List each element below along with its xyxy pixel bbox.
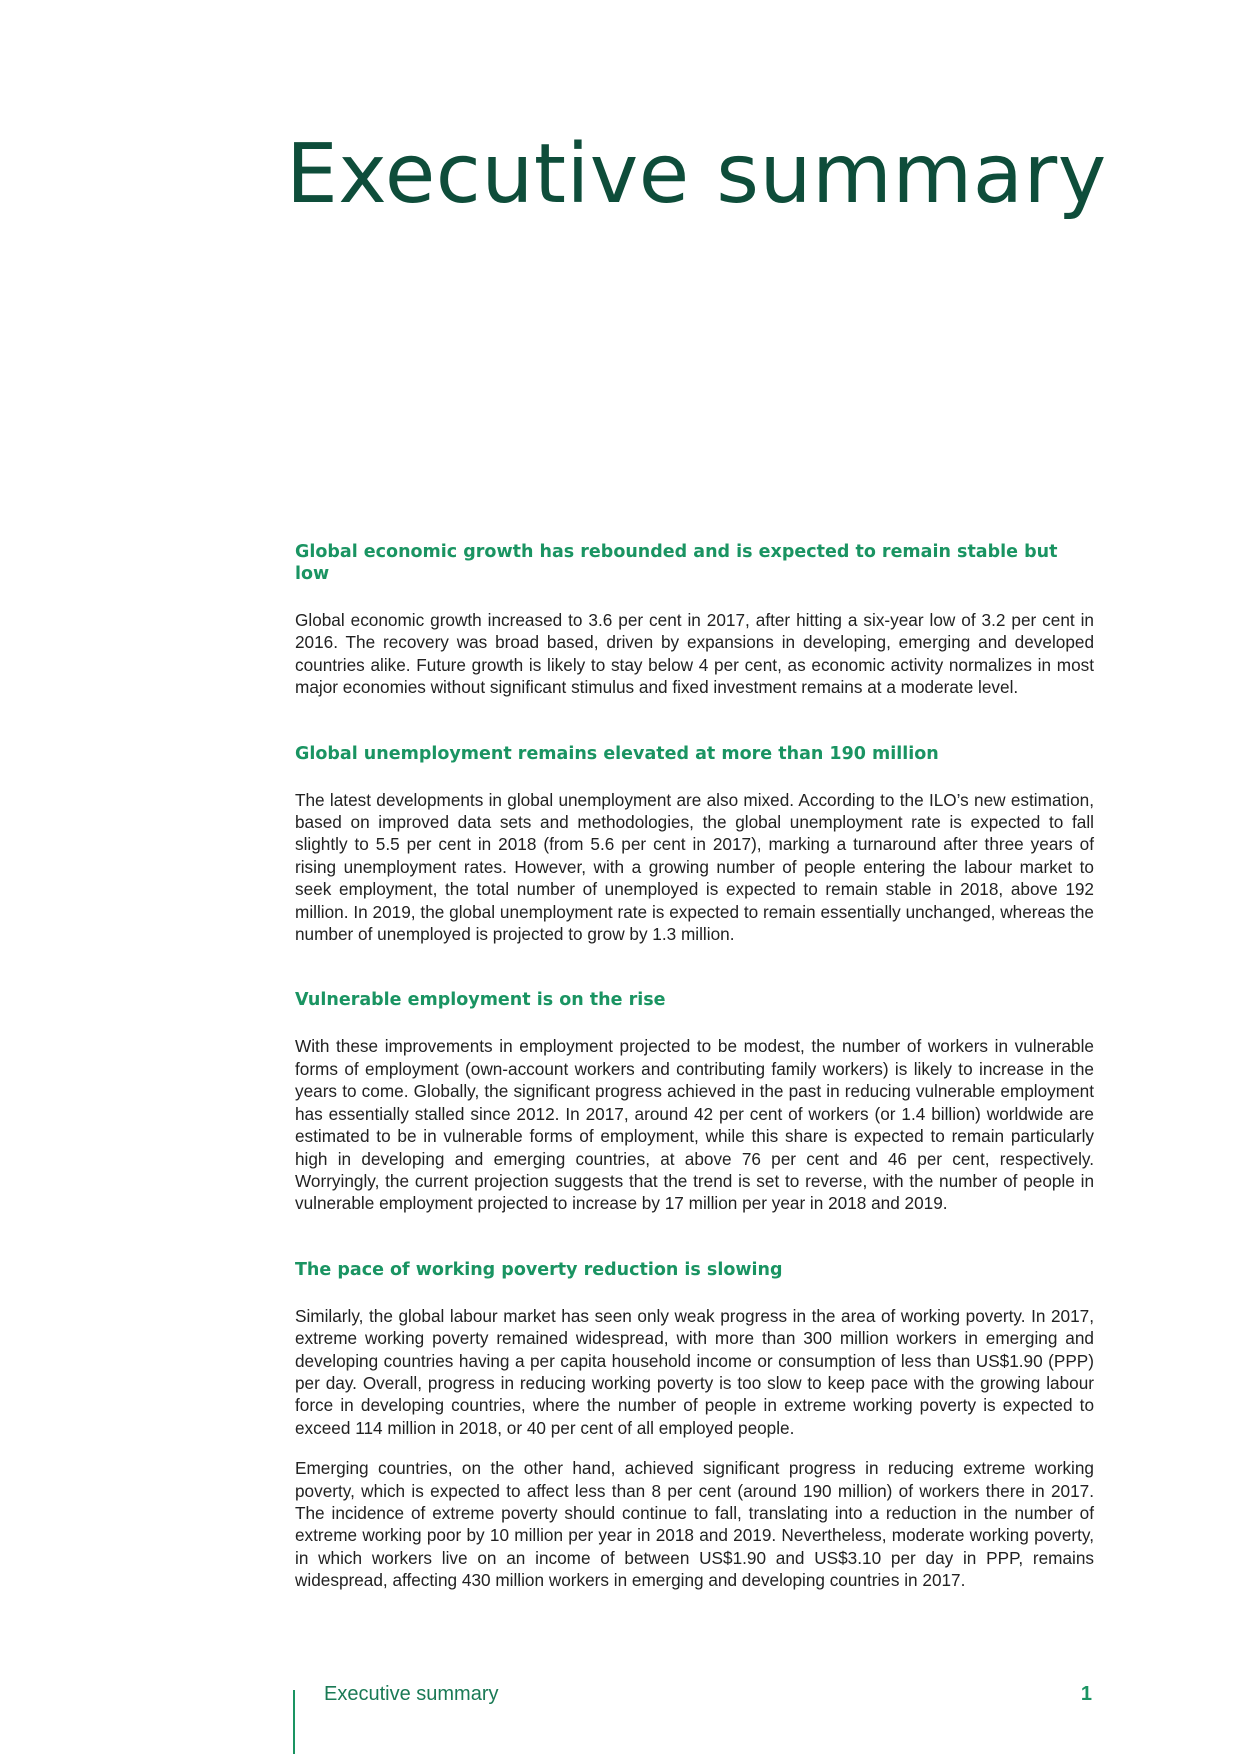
section-paragraph: With these improvements in employment projected to be modest, the number of workers in vulnerable forms of employment (own-account workers and contributing family workers) is likely to increase in the years to come. Globally, the significant progress achieved in the past in reducing vulnerable employment has essentially stalled since 2012. In 2017, around 42 per cent of workers (or 1.4 billion) worldwide are estimated to be in vulnerable forms of employment, while this share is expected to remain particularly high in developing and emerging countries, at above 76 per cent and 46 per cent, respectively. Worryingly, the current projection suggests that the trend is set to reverse, with the number of people in vulnerable employment projected to increase by 17 million per year in 2018 and 2019. (295, 1036, 1094, 1214)
section-unemployment (295, 743, 1094, 946)
section-paragraph: Global economic growth increased to 3.6 per cent in 2017, after hitting a six-year low of 3.2 per cent in 2016. The recovery was broad based, driven by expansions in developing, emerging and developed countries alike. Future growth is likely to stay below 4 per cent, as economic activity normalizes in most major economies without significant stimulus and fixed investment remains at a moderate level. (295, 610, 1094, 698)
section-paragraph: The latest developments in global unemployment are also mixed. According to the ILO’s new estimation, based on improved data sets and methodologies, the global unemployment rate is expected to fall slightly to 5.5 per cent in 2018 (from 5.6 per cent in 2017), marking a turnaround after three years of rising unemployment rates. However, with a growing number of people entering the labour market to seek employment, the total number of unemployed is expected to remain stable in 2018, above 192 million. In 2019, the global unemployment rate is expected to remain essentially unchanged, whereas the number of unemployed is projected to grow by 1.3 million. (295, 789, 1094, 945)
section-paragraph: Emerging countries, on the other hand, achieved significant progress in reducing extreme working poverty, which is expected to affect less than 8 per cent (around 190 million) of workers there in 2017. The incidence of extreme poverty should continue to fall, translating into a reduction in the number of extreme working poor by 10 million per year in 2018 and 2019. Nevertheless, moderate working poverty, in which workers live on an income of between US$1.90 and US$3.10 per day in PPP, remains widespread, affecting 430 million workers in emerging and developing countries in 2017. (295, 1458, 1094, 1591)
page-title: Executive summary (286, 127, 1107, 222)
section-heading: Global unemployment remains elevated at more than 190 million (295, 743, 939, 764)
section-economic-growth (295, 541, 1094, 699)
section-heading: Vulnerable employment is on the rise (295, 990, 666, 1011)
section-heading: The pace of working poverty reduction is slowing (295, 1259, 783, 1280)
section-working-poverty (295, 1259, 1094, 1592)
main-content (295, 541, 1094, 1636)
section-heading: Global economic growth has rebounded and is expected to remain stable but low (295, 542, 1058, 584)
section-vulnerable-employment (295, 989, 1094, 1214)
page-number: 1 (1080, 1683, 1092, 1705)
section-paragraph: Similarly, the global labour market has seen only weak progress in the area of working poverty. In 2017, extreme working poverty remained widespread, with more than 300 million workers in emerging and developing countries having a per capita household income or consumption of less than US$1.90 (PPP) per day. Overall, progress in reducing working poverty is too slow to keep pace with the growing labour force in developing countries, where the number of people in extreme working poverty is expected to exceed 114 million in 2018, or 40 per cent of all employed people. (295, 1305, 1094, 1438)
footer-title: Executive summary (324, 1683, 499, 1705)
footer-divider (293, 1690, 295, 1754)
